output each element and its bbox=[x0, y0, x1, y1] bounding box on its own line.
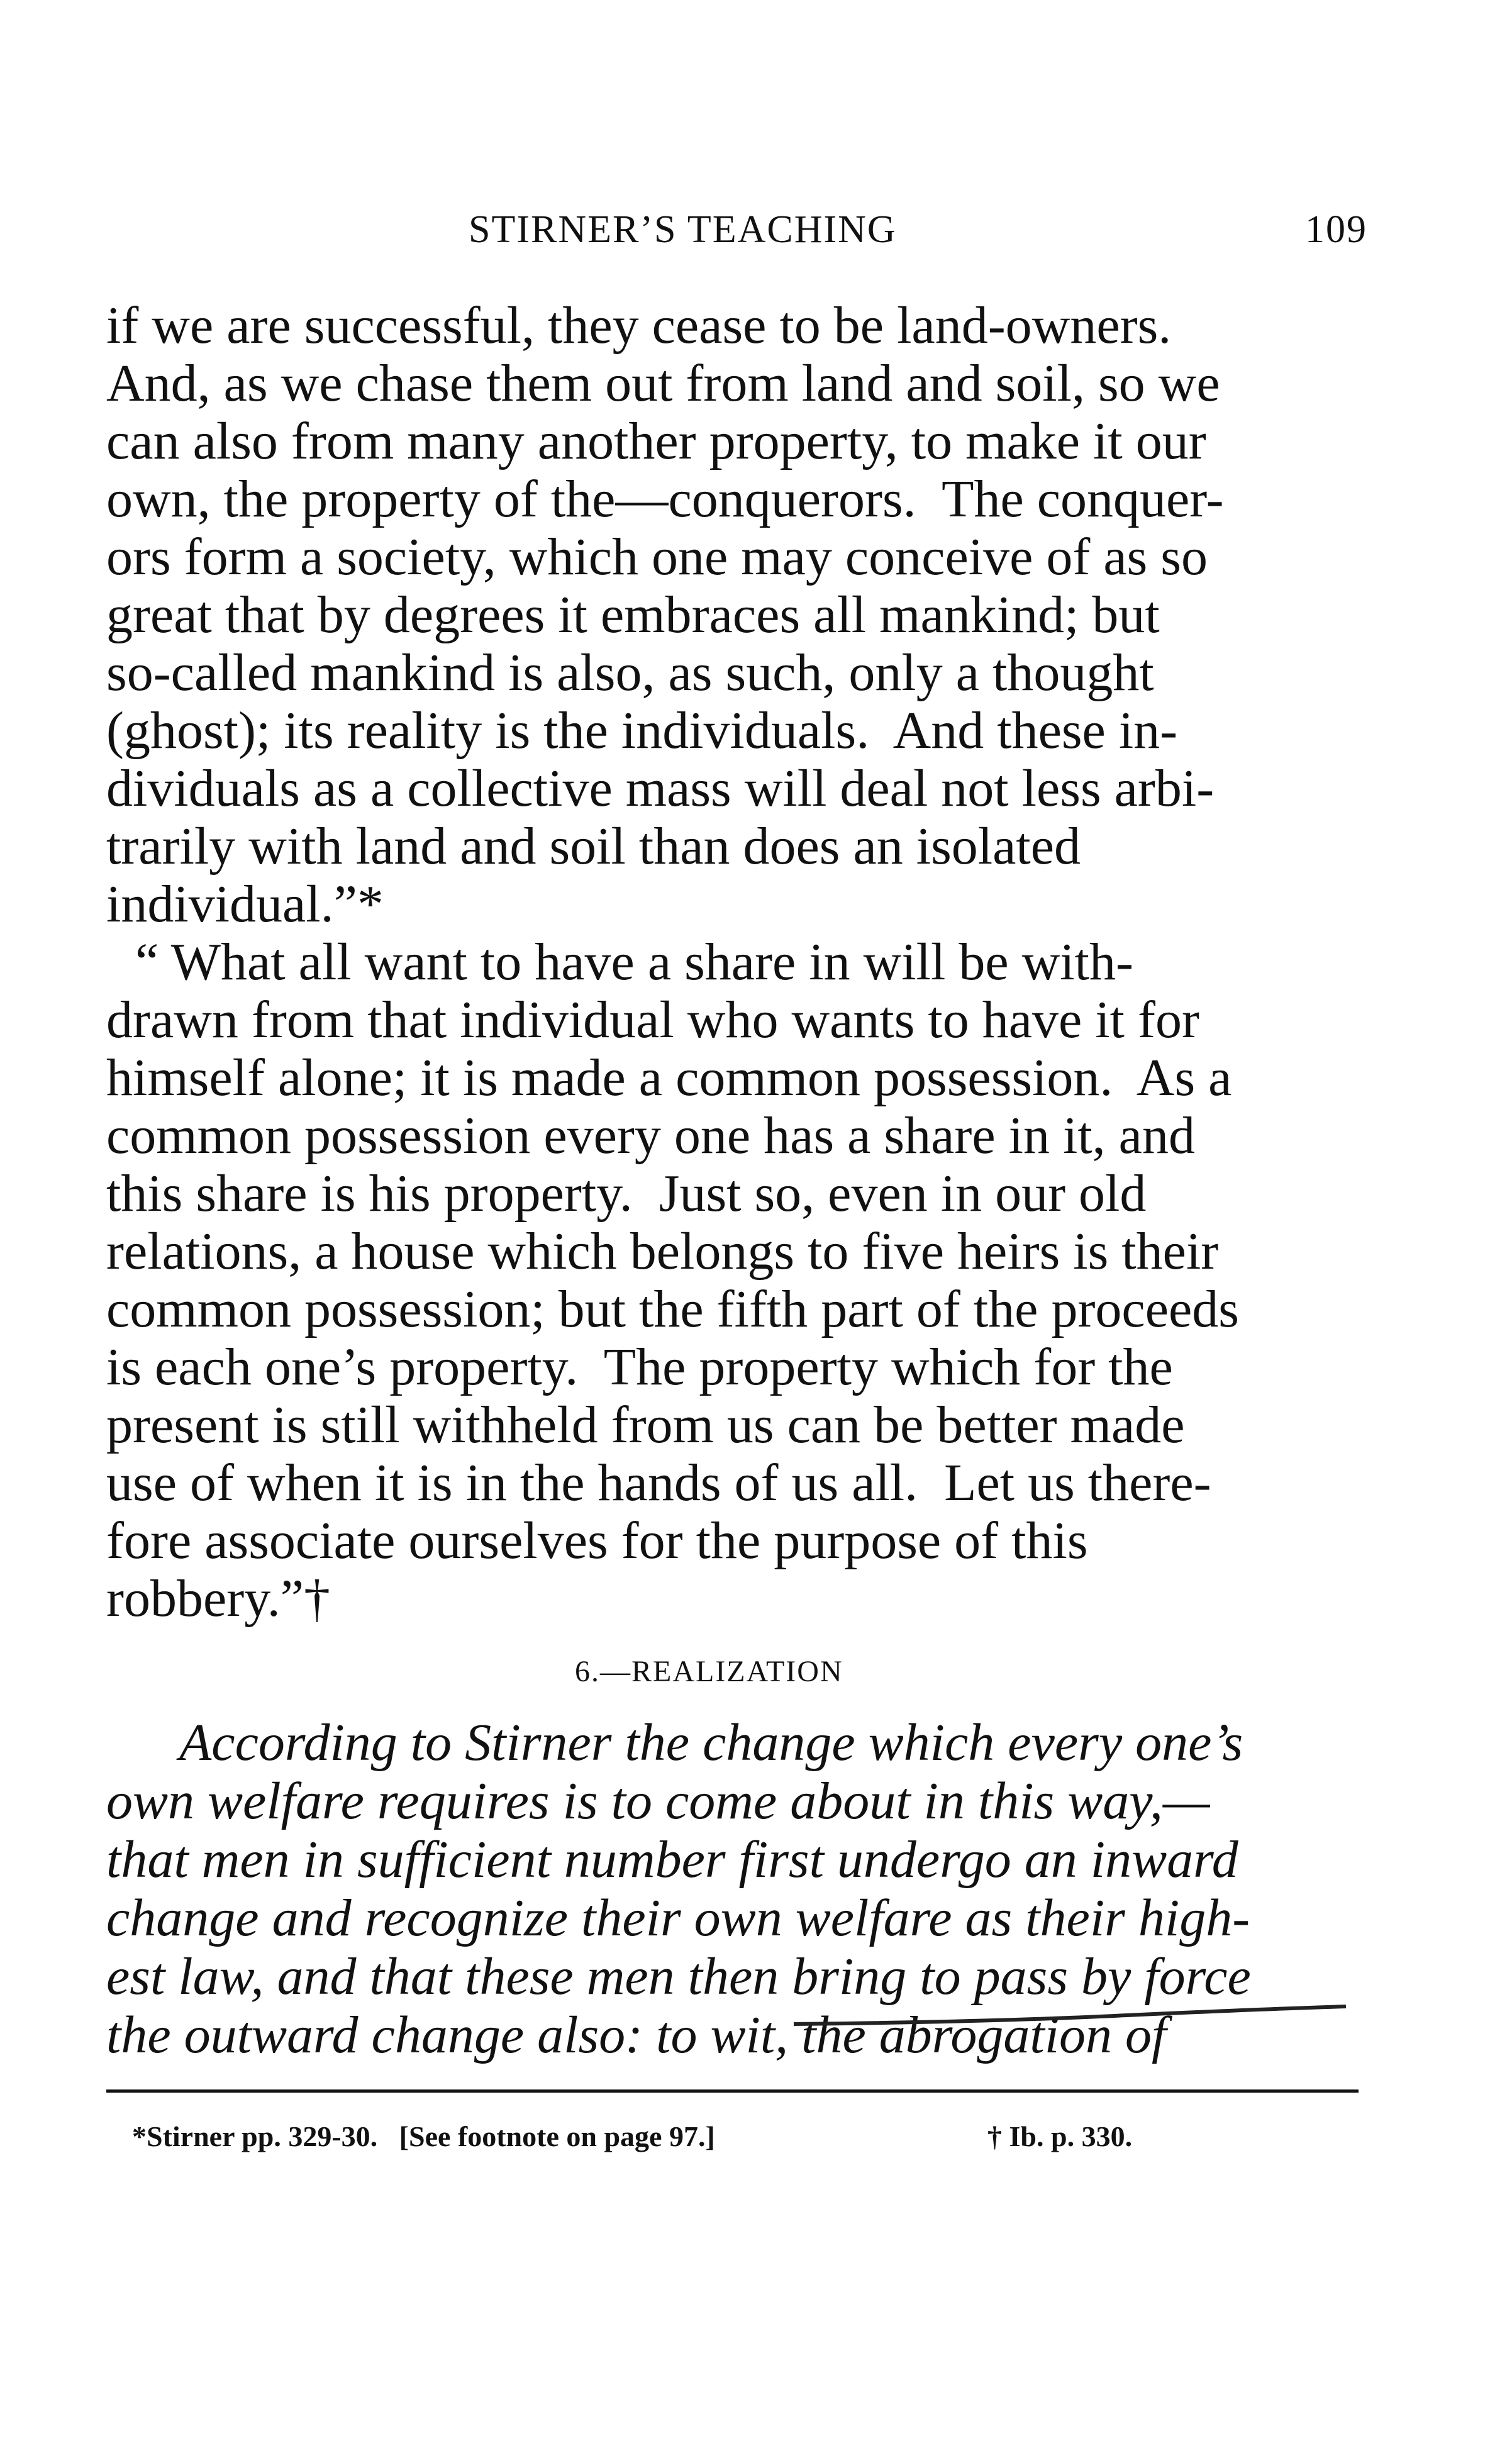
body-line: himself alone; it is made a common possession. As a bbox=[106, 1049, 1232, 1107]
body-line: individual.”* bbox=[106, 875, 384, 933]
body-line: present is still withheld from us can be better made bbox=[106, 1396, 1185, 1454]
italic-line: that men in sufficient number first undergo an inward bbox=[106, 1830, 1238, 1889]
body-line: own, the property of the—conquerors. The conquer- bbox=[106, 470, 1224, 528]
body-line: “ What all want to have a share in will be with- bbox=[135, 933, 1133, 991]
body-line: drawn from that individual who wants to have it for bbox=[106, 991, 1199, 1049]
body-line: common possession every one has a share in it, and bbox=[106, 1106, 1195, 1165]
section-heading: 6.—REALIZATION bbox=[575, 1655, 843, 1688]
body-line: common possession; but the fifth part of the proceeds bbox=[106, 1280, 1239, 1338]
body-line: ors form a society, which one may conceive of as so bbox=[106, 528, 1208, 586]
running-title: STIRNER’S TEACHING bbox=[469, 208, 897, 251]
footnote-dagger: † Ib. p. 330. bbox=[987, 2120, 1133, 2152]
body-line: fore associate ourselves for the purpose of this bbox=[106, 1511, 1088, 1570]
page-number: 109 bbox=[1305, 208, 1367, 251]
body-line: is each one’s property. The property which for the bbox=[106, 1338, 1173, 1396]
body-line: trarily with land and soil than does an isolated bbox=[106, 817, 1081, 876]
footnote-rule bbox=[106, 2089, 1359, 2093]
italic-line: own welfare requires is to come about in this way,— bbox=[106, 1772, 1210, 1830]
body-line: this share is his property. Just so, even in our old bbox=[106, 1164, 1147, 1223]
italic-line: the outward change also: to wit, the abrogation of bbox=[106, 2006, 1167, 2064]
body-line: And, as we chase them out from land and soil, so we bbox=[106, 354, 1220, 413]
body-line: if we are successful, they cease to be land-owners. bbox=[106, 296, 1172, 355]
body-line: use of when it is in the hands of us all. Let us there- bbox=[106, 1454, 1211, 1512]
body-line: (ghost); its reality is the individuals. And these in- bbox=[106, 701, 1178, 760]
body-line: dividuals as a collective mass will deal not less arbi- bbox=[106, 759, 1215, 818]
body-line: so-called mankind is also, as such, only a thought bbox=[106, 643, 1154, 702]
body-line: robbery.”† bbox=[106, 1569, 331, 1628]
italic-line: change and recognize their own welfare as their high- bbox=[106, 1889, 1250, 1947]
footnote-star: *Stirner pp. 329-30. [See footnote on page 97.] bbox=[132, 2120, 715, 2152]
italic-line: est law, and that these men then bring to pass by force bbox=[106, 1947, 1251, 2006]
body-line: great that by degrees it embraces all mankind; but bbox=[106, 586, 1160, 644]
body-line: relations, a house which belongs to five heirs is their bbox=[106, 1222, 1219, 1281]
italic-line: According to Stirner the change which every one’s bbox=[179, 1713, 1243, 1772]
body-line: can also from many another property, to make it our bbox=[106, 412, 1206, 470]
